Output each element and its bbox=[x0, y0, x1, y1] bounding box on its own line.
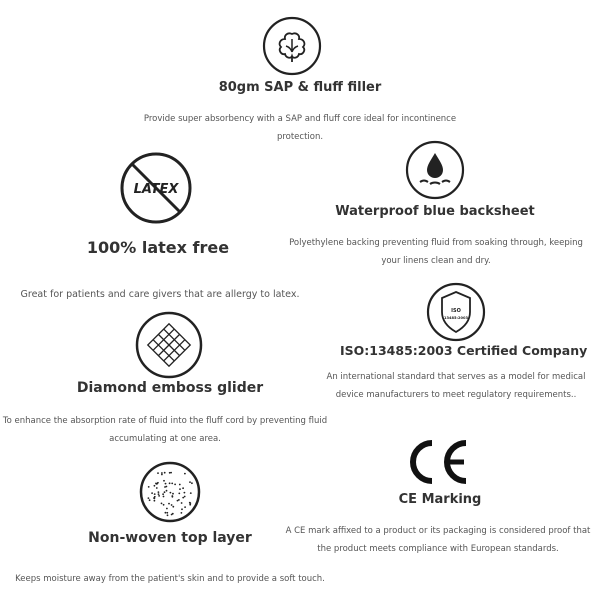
feature-description: An international standard that serves as a model for medical device manufacturers to meet regulatory requirements.. bbox=[326, 372, 586, 400]
ce-mark-icon bbox=[404, 437, 470, 487]
diamond-grid-icon bbox=[134, 310, 204, 380]
feature-description: Keeps moisture away from the patient's skin and to provide a soft touch. bbox=[15, 574, 325, 584]
feature-description: Provide super absorbency with a SAP and fluff core ideal for incontinence protection. bbox=[143, 114, 457, 142]
icon-label: LATEX bbox=[133, 182, 179, 197]
cotton-flower-icon bbox=[262, 16, 322, 76]
feature-title: Non-woven top layer bbox=[88, 530, 252, 546]
feature-description: A CE mark affixed to a product or its packaging is considered proof that the product meets compliance with European standards. bbox=[285, 526, 591, 554]
water-drop-icon bbox=[405, 140, 465, 200]
dotted-circle-icon bbox=[138, 460, 202, 524]
feature-title: ISO:13485:2003 Certified Company bbox=[340, 343, 588, 358]
feature-description: Great for patients and care givers that are allergy to latex. bbox=[20, 289, 300, 300]
iso-badge-icon bbox=[426, 282, 486, 342]
feature-title: Diamond emboss glider bbox=[76, 380, 264, 396]
feature-title: Waterproof blue backsheet bbox=[335, 204, 535, 219]
no-latex-icon bbox=[118, 150, 194, 226]
icon-label-bottom: 13485:2003 bbox=[444, 316, 468, 320]
feature-title: 100% latex free bbox=[86, 238, 230, 257]
feature-description: To enhance the absorption rate of fluid into the fluff cord by preventing fluid accumulating at one area. bbox=[2, 416, 328, 444]
feature-title: CE Marking bbox=[398, 492, 482, 507]
icon-label-top: ISO bbox=[451, 308, 461, 314]
feature-title: 80gm SAP & fluff filler bbox=[218, 80, 382, 95]
feature-description: Polyethylene backing preventing fluid from soaking through, keeping your linens clean and dry. bbox=[289, 238, 583, 266]
